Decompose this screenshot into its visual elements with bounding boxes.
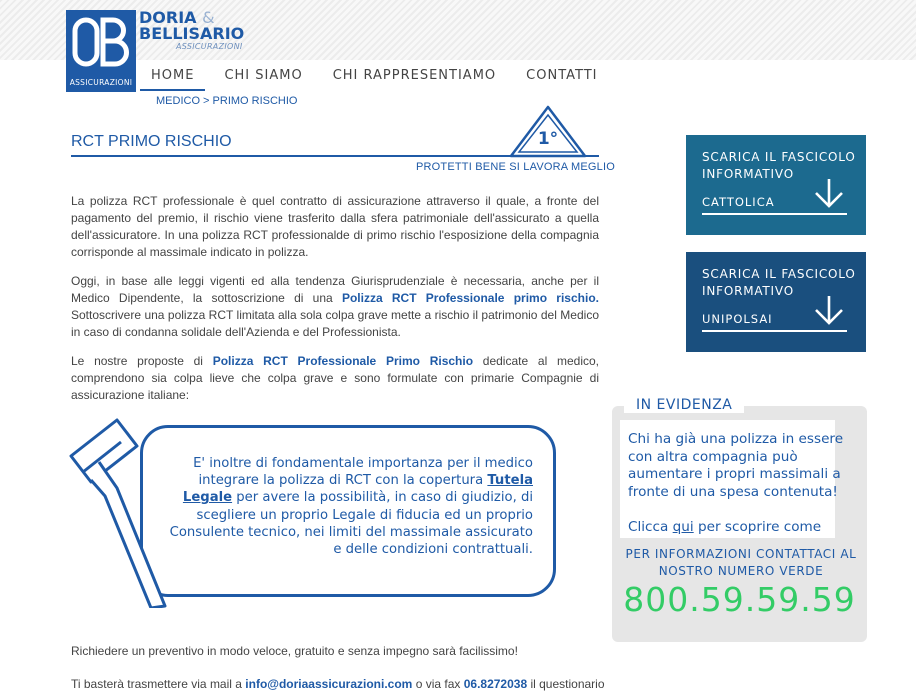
brand-name[interactable] xyxy=(139,10,244,42)
download-cattolica-button[interactable] xyxy=(686,135,866,235)
discover-link[interactable]: qui xyxy=(672,518,694,535)
quote-text: Richiedere un preventivo in modo veloce, gratuito e senza impegno sarà facilissimo! xyxy=(71,644,518,658)
contact-label: PER INFORMAZIONI CONTATTACI AL NOSTRO NUMERO VERDE xyxy=(625,547,857,578)
header-pattern xyxy=(0,0,916,60)
highlight-text xyxy=(628,431,864,536)
legal-callout-text xyxy=(168,455,533,558)
download-company: CATTOLICA xyxy=(702,195,775,209)
nav-contatti[interactable]: CONTATTI xyxy=(526,68,598,83)
logo-caption: ASSICURAZIONI xyxy=(69,78,133,87)
intro-paragraph: La polizza RCT professionale è quel contratto di assicurazione attraverso il quale, a fronte del pagamento del premio, il rischio viene trasferito dalla sfera patrimoniale dell'assicurato a quella dell'assicuratore. In una polizza RCT professionalde di primo rischio l'esposizione della compagnia corrisponde al massimale indicato in polizza. xyxy=(71,194,599,259)
tutela-legale-link[interactable]: Tutela Legale xyxy=(182,473,533,506)
download-unipolsai-button[interactable] xyxy=(686,252,866,352)
text: Le nostre proposte di xyxy=(71,354,213,368)
legal-paragraph xyxy=(71,273,599,341)
text: per avere la possibilità, in caso di giudizio, di scegliere un proprio Legale di fiducia ed un proprio Consulente tecnico, nei limiti del massimale assicurato e delle condizioni contrattuali. xyxy=(169,490,533,558)
contact-instructions xyxy=(71,677,605,691)
email-link[interactable]: info@doriaassicurazioni.com xyxy=(245,677,413,691)
main-nav xyxy=(140,66,617,91)
download-title: SCARICA IL FASCICOLO INFORMATIVO xyxy=(702,267,856,298)
text: E' inoltre di fondamentale importanza per il medico integrare la polizza di RCT con la copertura xyxy=(193,456,533,489)
nav-home[interactable]: HOME xyxy=(140,66,205,91)
text: Clicca xyxy=(628,518,673,535)
download-underline xyxy=(702,330,847,332)
nav-chi-siamo[interactable]: CHI SIAMO xyxy=(224,68,303,83)
download-company: UNIPOLSAI xyxy=(702,312,773,326)
text: Ti basterà trasmettere via mail a xyxy=(71,677,246,691)
text: Oggi, in base alle leggi vigenti ed alla tendenza Giurisprudenziale è necessaria, anche per il Medico Dipendente, la sottoscrizione di una xyxy=(71,274,599,305)
brand-ampersand: & xyxy=(202,8,215,27)
breadcrumb[interactable]: MEDICO > PRIMO RISCHIO xyxy=(156,95,298,107)
first-place-triangle-icon xyxy=(507,104,589,163)
fax-number: 06.8272038 xyxy=(463,677,528,691)
download-arrow-icon xyxy=(812,294,846,326)
text: dedicate al medico, comprendono sia colpa lieve che colpa grave e sono formulate con primarie Compagnie di assicurazione italiane: xyxy=(71,354,599,402)
toll-free-number[interactable]: 800.59.59.59 xyxy=(623,580,856,619)
brand-subtitle: ASSICURAZIONI xyxy=(176,42,243,51)
emblem-label: 1° xyxy=(537,129,559,149)
gavel-icon xyxy=(65,418,185,613)
logo-mark xyxy=(66,10,136,74)
text: o via fax xyxy=(412,677,464,691)
brand-name-line1: DORIA xyxy=(139,8,197,27)
text: il questionario xyxy=(527,677,605,691)
download-arrow-icon xyxy=(812,177,846,209)
policy-highlight: Polizza RCT Professionale Primo Rischio xyxy=(212,354,474,368)
offer-paragraph xyxy=(71,353,599,404)
text: Sottoscrivere una polizza RCT limitata alla sola colpa grave mette a rischio il patrimonio del Medico in caso di condanna solidale dell'Azienda e del Professionista. xyxy=(71,308,599,339)
brand-name-line2: BELLISARIO xyxy=(139,24,245,43)
download-underline xyxy=(702,213,847,215)
tagline: PROTETTI BENE SI LAVORA MEGLIO xyxy=(416,161,615,173)
text: per scoprire come xyxy=(693,518,822,535)
page-title: RCT PRIMO RISCHIO xyxy=(71,133,232,150)
nav-chi-rappresentiamo[interactable]: CHI RAPPRESENTIAMO xyxy=(332,68,497,83)
download-title: SCARICA IL FASCICOLO INFORMATIVO xyxy=(702,150,856,181)
highlight-title: IN EVIDENZA xyxy=(624,397,744,413)
policy-highlight: Polizza RCT Professionale primo rischio. xyxy=(341,291,599,305)
highlight-body: Chi ha già una polizza in essere con altra compagnia può aumentare i propri massimali a fronte di una spesa contenuta! xyxy=(628,431,844,500)
